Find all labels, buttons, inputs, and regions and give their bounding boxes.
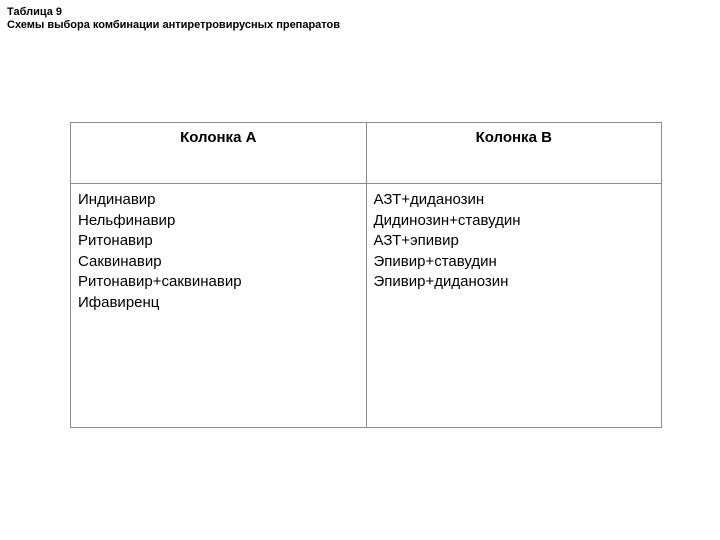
list-item: Нельфинавир [78,211,176,229]
list-item: Ритонавир [78,232,153,249]
list-item: АЗТ+диданозин [373,191,485,208]
table-number: Таблица 9 [7,6,63,18]
list-item: Ифавиренц [78,293,160,311]
list-item: Эпивир+диданозин [373,273,509,290]
column-a-cell [71,184,367,428]
list-item: Дидинозин+ставудин [373,211,521,229]
list-item: АЗТ+эпивир [373,232,459,249]
list-item: Саквинавир [78,252,162,270]
column-b-header: Колонка В [366,123,662,184]
table-header-row [71,123,662,184]
column-b-cell [366,184,662,428]
column-a-header: Колонка А [71,123,367,184]
table-caption [7,6,340,32]
drug-combination-table [70,122,662,428]
list-item: Эпивир+ставудин [373,252,497,270]
list-item: Ритонавир+саквинавир [78,273,242,290]
list-item: Индинавир [78,191,156,208]
table-row [71,184,662,428]
table-title: Схемы выбора комбинации антиретровирусных препаратов [7,19,341,31]
